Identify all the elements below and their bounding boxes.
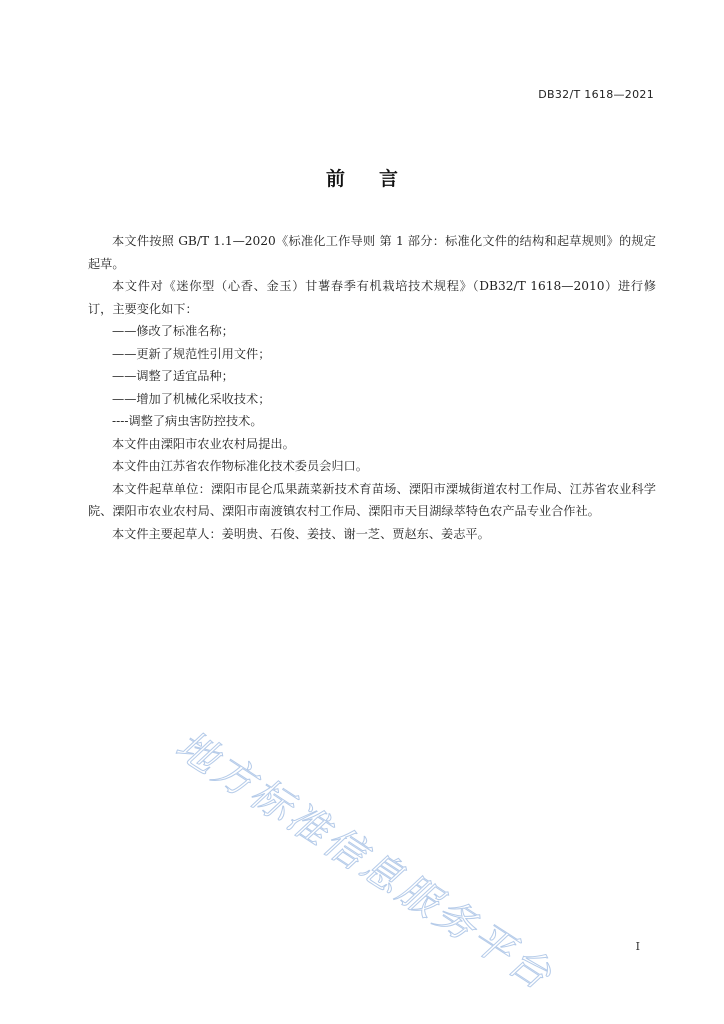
page-title: 前言 — [325, 168, 432, 190]
paragraph-proposer: 本文件由溧阳市农业农村局提出。 — [112, 436, 295, 451]
paragraph-drafters: 本文件主要起草人：姜明贵、石俊、姜技、谢一芝、贾赵东、姜志平。 — [112, 526, 490, 541]
paragraph-revision: 本文件对《迷你型（心香、金玉）甘薯春季有机栽培技术规程》（DB32/T 1618—2010）进行修订，主要变化如下： — [88, 279, 656, 316]
paragraph-drafting-basis: 本文件按照 GB/T 1.1—2020《标准化工作导则 第 1 部分：标准化文件的结构和起草规则》的规定起草。 — [88, 234, 656, 271]
watermark: 地方标准信息服务平台 — [167, 722, 562, 1001]
foreword-body — [88, 230, 656, 545]
change-item: ——调整了适宜品种； — [112, 369, 234, 383]
change-item: ——增加了机械化采收技术； — [112, 391, 271, 406]
paragraph-drafting-units: 本文件起草单位：溧阳市昆仑瓜果蔬菜新技术育苗场、溧阳市溧城街道农村工作局、江苏省农业科学院、溧阳市农业农村局、溧阳市南渡镇农村工作局、溧阳市天目湖绿萃特色农产品专业合作社。 — [88, 481, 656, 518]
change-item: ——更新了规范性引用文件； — [112, 346, 271, 361]
paragraph-committee: 本文件由江苏省农作物标准化技术委员会归口。 — [112, 459, 368, 473]
change-item: ——修改了标准名称； — [112, 324, 234, 338]
page-number: I — [635, 940, 640, 953]
document-code: DB32/T 1618—2021 — [538, 88, 654, 101]
change-item: ----调整了病虫害防控技术。 — [112, 414, 263, 428]
